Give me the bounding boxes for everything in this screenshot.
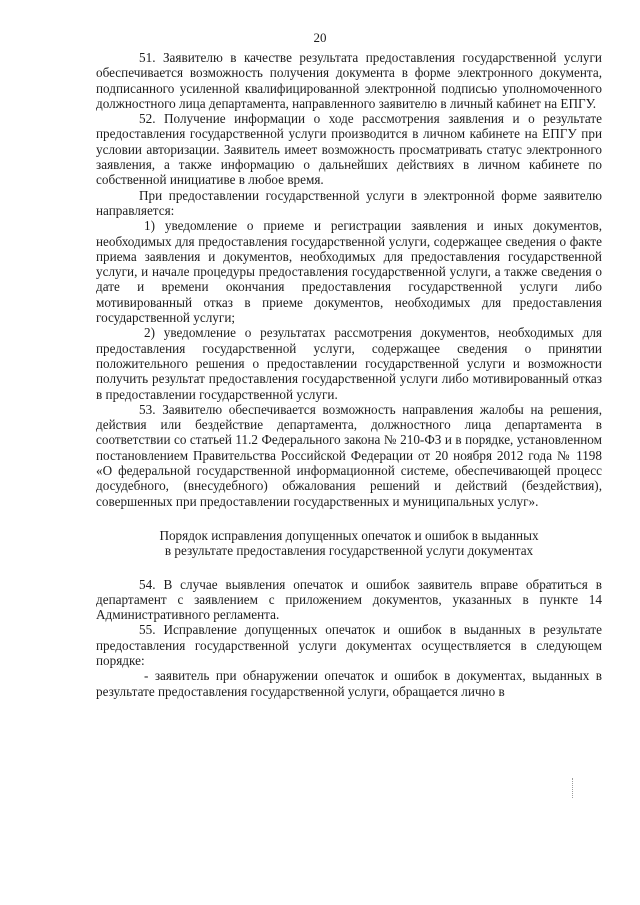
- section-heading-line-1: Порядок исправления допущенных опечаток и ошибок в выданных: [159, 527, 539, 543]
- paragraph-52-item-2: 2) уведомление о результатах рассмотрения документов, необходимых для предоставления государственной услуги, содержащее сведения о принятии положительного решения о предоставлении государственной услуги и возможности получить результат предоставления государственной услуги либо мотивированный отказ в предоставлении государственной услуги.: [96, 325, 602, 402]
- document-body: [96, 50, 602, 699]
- paragraph-52-intro: При предоставлении государственной услуги в электронной форме заявителю направляется:: [96, 187, 602, 218]
- paragraph-55-item-1: - заявитель при обнаружении опечаток и ошибок в документах, выданных в результате предоставления государственной услуги, обращается лично в: [96, 668, 602, 699]
- paragraph-55: 55. Исправление допущенных опечаток и ошибок в выданных в результате предоставления государственной услуги документах осуществляется в следующем порядке:: [96, 622, 602, 668]
- scan-artifact-mark: [572, 778, 575, 798]
- paragraph-52: 52. Получение информации о ходе рассмотрения заявления и о результате предоставления государственной услуги производится в личном кабинете на ЕПГУ при условии авторизации. Заявитель имеет возможность просматривать статус электронного заявления, а также информацию о дальнейших действиях в личном кабинете по собственной инициативе в любое время.: [96, 111, 602, 188]
- section-heading-line-2: в результате предоставления государственной услуги документах: [164, 543, 534, 559]
- paragraph-53: 53. Заявителю обеспечивается возможность направления жалобы на решения, действия или бездействие департамента, должностного лица департамента в соответствии со статьей 11.2 Федерального закона № 210-ФЗ и в порядке, установленном постановлением Правительства Российской Федерации от 20 ноября 2012 года № 1198 «О федеральной государственной информационной системе, обеспечивающей процесс досудебного, (внесудебного) обжалования решений и действий (бездействия), совершенных при предоставлении государственных и муниципальных услуг».: [96, 401, 602, 509]
- section-heading: [96, 528, 602, 559]
- paragraph-52-item-1: 1) уведомление о приеме и регистрации заявления и иных документов, необходимых для предоставления государственной услуги, содержащее сведения о факте приема заявления и документов, необходимых для предоставления государственной услуги, и начале процедуры предоставления государственной услуги, а также сведения о дате и времени окончания предоставления государственной услуги либо мотивированный отказ в приеме документов, необходимых для предоставления государственной услуги;: [96, 218, 602, 326]
- paragraph-51: 51. Заявителю в качестве результата предоставления государственной услуги обеспечивается возможность получения документа в форме электронного документа, подписанного усиленной квалифицированной электронной подписью уполномоченного должностного лица департамента, направленного заявителю в личный кабинет на ЕПГУ.: [96, 50, 602, 111]
- paragraph-54: 54. В случае выявления опечаток и ошибок заявитель вправе обратиться в департамент с заявлением с приложением документов, указанных в пункте 14 Административного регламента.: [96, 576, 602, 623]
- page-number: 20: [313, 30, 327, 45]
